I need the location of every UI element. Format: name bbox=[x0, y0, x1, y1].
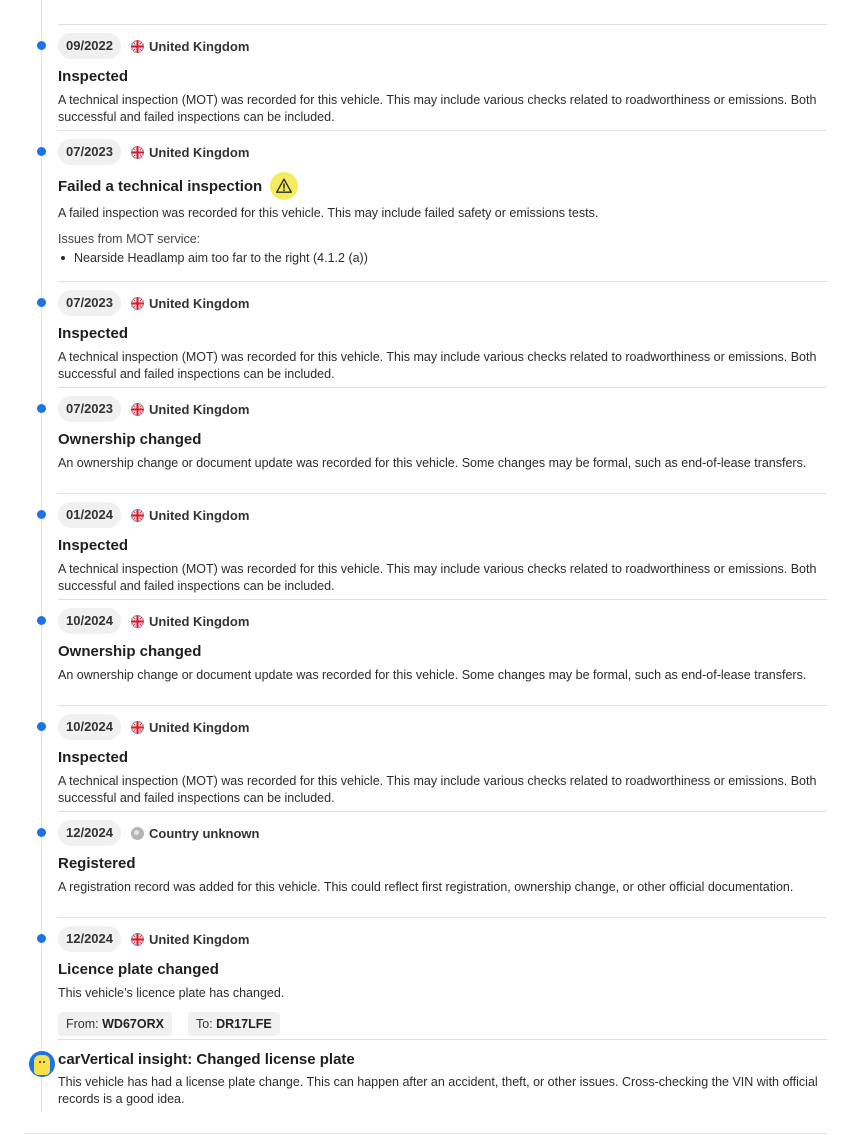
event-title: Ownership changed bbox=[58, 643, 202, 660]
event-description: A technical inspection (MOT) was recorded for this vehicle. This may include various checks related to roadworthiness or emissions. Both successful and failed inspections can be included. bbox=[58, 93, 817, 124]
plate-to-label: To: bbox=[195, 1017, 213, 1031]
event-country bbox=[131, 826, 260, 841]
timeline-event bbox=[58, 130, 827, 282]
timeline-dot bbox=[37, 147, 46, 156]
insight-title: carVertical insight: Changed license plate bbox=[58, 1051, 355, 1068]
country-name: United Kingdom bbox=[149, 144, 250, 160]
timeline-dot bbox=[37, 828, 46, 837]
uk-flag-icon bbox=[131, 40, 144, 53]
event-title: Ownership changed bbox=[58, 431, 202, 448]
event-meta bbox=[58, 714, 249, 740]
country-name: United Kingdom bbox=[149, 931, 250, 947]
event-country bbox=[131, 145, 249, 160]
carvertical-avatar-icon bbox=[29, 1051, 55, 1077]
timeline-event bbox=[58, 493, 827, 600]
event-title: Failed a technical inspection bbox=[58, 177, 263, 195]
timeline-event bbox=[58, 599, 827, 706]
timeline-event bbox=[58, 387, 827, 494]
event-country bbox=[131, 720, 249, 735]
event-description: A registration record was added for this vehicle. This could reflect first registration, ownership change, or other official documentation. bbox=[58, 880, 794, 894]
plate-from-label: From: bbox=[66, 1017, 99, 1031]
event-title: Inspected bbox=[58, 68, 129, 85]
event-title: Inspected bbox=[58, 325, 129, 342]
event-country bbox=[131, 296, 249, 311]
globe-icon bbox=[131, 827, 144, 840]
event-country bbox=[131, 39, 249, 54]
timeline-event bbox=[58, 811, 827, 918]
event-description: An ownership change or document update was recorded for this vehicle. Some changes may be formal, such as end-of-lease transfers. bbox=[58, 456, 807, 470]
event-country bbox=[131, 614, 249, 629]
country-name: United Kingdom bbox=[149, 295, 250, 311]
insight-card bbox=[58, 1039, 827, 1120]
country-name: United Kingdom bbox=[149, 613, 250, 629]
uk-flag-icon bbox=[131, 721, 144, 734]
event-title: Registered bbox=[58, 855, 136, 872]
timeline-dot bbox=[37, 616, 46, 625]
event-date: 01/2024 bbox=[58, 502, 121, 528]
event-meta bbox=[58, 290, 249, 316]
uk-flag-icon bbox=[131, 509, 144, 522]
event-title: Licence plate changed bbox=[58, 961, 219, 978]
event-date: 10/2024 bbox=[58, 714, 121, 740]
uk-flag-icon bbox=[131, 297, 144, 310]
country-name: United Kingdom bbox=[149, 719, 250, 735]
event-description: This vehicle’s licence plate has changed. bbox=[58, 986, 285, 1000]
event-meta bbox=[58, 502, 249, 528]
event-title-row bbox=[58, 172, 298, 200]
event-date: 12/2024 bbox=[58, 926, 121, 952]
country-name: United Kingdom bbox=[149, 38, 250, 54]
issues-label: Issues from MOT service: bbox=[58, 232, 201, 246]
event-date: 07/2023 bbox=[58, 139, 121, 165]
timeline-dot bbox=[37, 41, 46, 50]
event-title: Inspected bbox=[58, 749, 129, 766]
event-country bbox=[131, 508, 249, 523]
timeline-dot bbox=[37, 404, 46, 413]
event-meta bbox=[58, 139, 249, 165]
insight-description: This vehicle has had a license plate change. This can happen after an accident, theft, or other issues. Cross-checking the VIN with official records is a good idea. bbox=[58, 1075, 818, 1106]
timeline-dot bbox=[37, 722, 46, 731]
plate-from-chip bbox=[58, 1012, 172, 1036]
event-meta bbox=[58, 926, 249, 952]
event-country bbox=[131, 402, 249, 417]
issue-item: Nearside Headlamp aim too far to the right (4.1.2 (a)) bbox=[58, 250, 368, 266]
timeline-event bbox=[58, 917, 827, 1040]
timeline-event bbox=[58, 281, 827, 388]
plate-from-value: WD67ORX bbox=[102, 1017, 164, 1031]
uk-flag-icon bbox=[131, 146, 144, 159]
event-description: A technical inspection (MOT) was recorded for this vehicle. This may include various checks related to roadworthiness or emissions. Both successful and failed inspections can be included. bbox=[58, 562, 817, 593]
event-meta bbox=[58, 396, 249, 422]
event-date: 07/2023 bbox=[58, 290, 121, 316]
event-date: 07/2023 bbox=[58, 396, 121, 422]
event-date: 09/2022 bbox=[58, 33, 121, 59]
event-title: Inspected bbox=[58, 537, 129, 554]
event-country bbox=[131, 932, 249, 947]
timeline-event bbox=[58, 705, 827, 812]
event-date: 12/2024 bbox=[58, 820, 121, 846]
timeline-dot bbox=[37, 934, 46, 943]
country-name: Country unknown bbox=[149, 825, 260, 841]
plate-to-chip bbox=[188, 1012, 280, 1036]
timeline-dot bbox=[37, 298, 46, 307]
issues-list bbox=[58, 250, 368, 266]
event-meta bbox=[58, 608, 249, 634]
timeline-line bbox=[41, 0, 42, 1112]
uk-flag-icon bbox=[131, 403, 144, 416]
timeline-event bbox=[58, 24, 827, 131]
event-description: A technical inspection (MOT) was recorded for this vehicle. This may include various checks related to roadworthiness or emissions. Both successful and failed inspections can be included. bbox=[58, 774, 817, 805]
plate-to-value: DR17LFE bbox=[216, 1017, 272, 1031]
warning-icon bbox=[270, 172, 298, 200]
uk-flag-icon bbox=[131, 615, 144, 628]
event-description: A failed inspection was recorded for this vehicle. This may include failed safety or emissions tests. bbox=[58, 206, 599, 220]
bottom-divider bbox=[24, 1133, 827, 1134]
uk-flag-icon bbox=[131, 933, 144, 946]
event-meta bbox=[58, 820, 260, 846]
country-name: United Kingdom bbox=[149, 401, 250, 417]
timeline-dot bbox=[37, 510, 46, 519]
event-description: An ownership change or document update was recorded for this vehicle. Some changes may be formal, such as end-of-lease transfers. bbox=[58, 668, 807, 682]
country-name: United Kingdom bbox=[149, 507, 250, 523]
event-description: A technical inspection (MOT) was recorded for this vehicle. This may include various checks related to roadworthiness or emissions. Both successful and failed inspections can be included. bbox=[58, 350, 817, 381]
event-meta bbox=[58, 33, 249, 59]
plate-change bbox=[58, 1012, 296, 1036]
event-date: 10/2024 bbox=[58, 608, 121, 634]
